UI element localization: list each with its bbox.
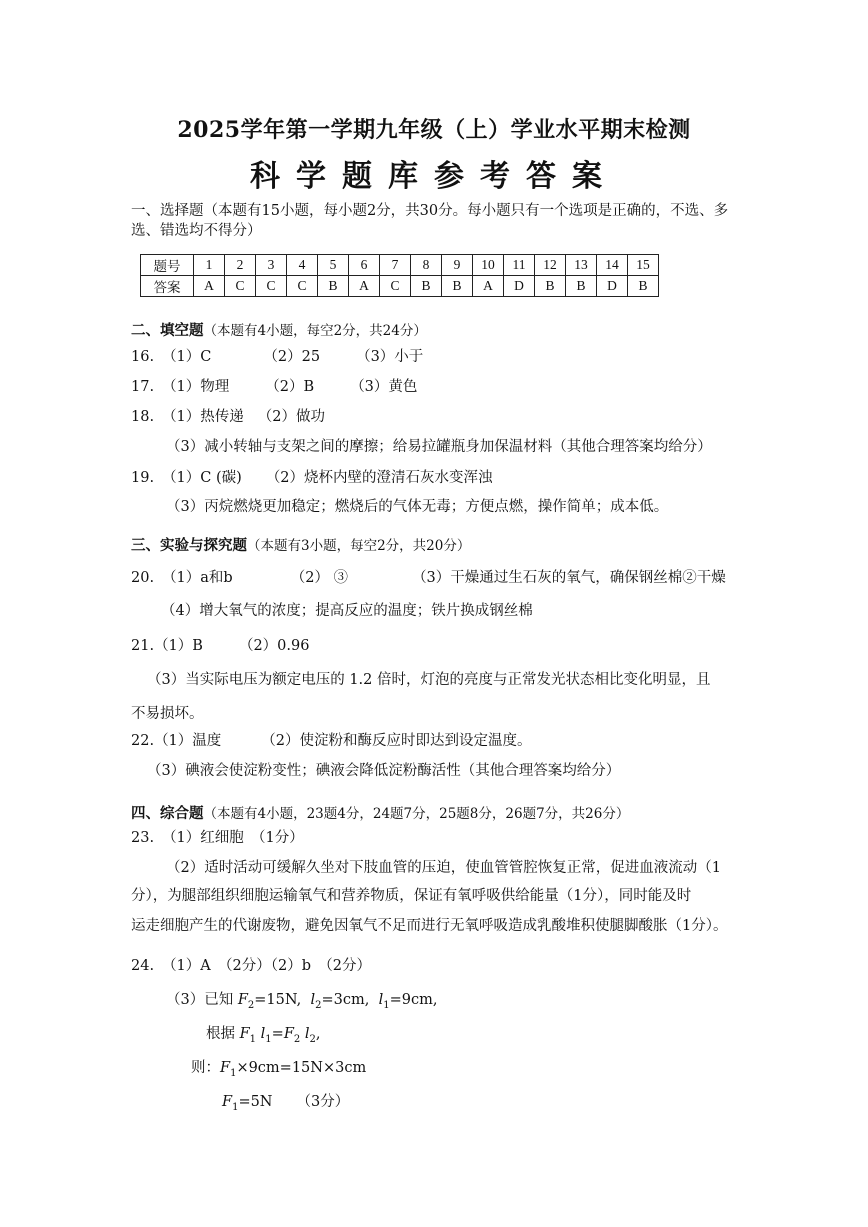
answer-cell: B — [442, 276, 473, 297]
q16-answer-3: （3）小于 — [356, 349, 424, 365]
question-number-cell: 10 — [473, 255, 504, 276]
section3-note: （本题有3小题，每空2分，共20分） — [247, 538, 471, 554]
q24-then-expr: ×9cm=15N×3cm — [236, 1060, 367, 1076]
q24-known-line: （3）已知 $F_2=15N$, $l_2=3cm$, $l_1=9cm$, — [166, 992, 438, 1011]
answer-cell: D — [597, 276, 628, 297]
q24-line — [131, 956, 371, 976]
answer-cell: D — [504, 276, 535, 297]
q20-line — [131, 568, 726, 588]
table-row-numbers — [141, 255, 659, 276]
q17-answer-1: （1）物理 — [162, 379, 230, 395]
page-subtitle: 科学题库参考答案 — [250, 159, 618, 194]
page-title: 2025学年第一学期九年级（上）学业水平期末检测 — [177, 117, 691, 143]
answer-cell: B — [535, 276, 566, 297]
question-number-cell: 11 — [504, 255, 535, 276]
q24-known-l2: =3cm, — [321, 992, 370, 1008]
q20-answer-1: （1）a和b — [162, 570, 233, 586]
section3-heading — [131, 534, 470, 555]
section2-heading — [131, 319, 427, 340]
question-number-cell: 1 — [194, 255, 225, 276]
answer-cell: A — [349, 276, 380, 297]
q23-answer-2-line2: 分），为腿部组织细胞运输氧气和营养物质，保证有氧呼吸供给能量（1分），同时能及时 — [131, 888, 692, 904]
q17-answer-2: （2）B — [265, 379, 315, 395]
q24-result-score: （3分） — [296, 1094, 350, 1110]
question-number-cell: 8 — [411, 255, 442, 276]
q22-answer-3: （3）碘液会使淀粉变性；碘液会降低淀粉酶活性（其他合理答案均给分） — [147, 763, 621, 779]
question-number-cell: 5 — [318, 255, 349, 276]
q21-answer-2: （2）0.96 — [238, 638, 310, 654]
question-number-cell: 13 — [566, 255, 597, 276]
section2-title: 二、填空题 — [131, 322, 204, 339]
q24-known-f2: =15N, — [254, 992, 302, 1008]
q20-answer-2: （2） ③ — [290, 570, 349, 586]
section3-title: 三、实验与探究题 — [131, 537, 247, 554]
q20-answer-4: （4）增大氧气的浓度；提高反应的温度；铁片换成钢丝棉 — [161, 603, 533, 619]
q20-number: 20. — [131, 570, 155, 586]
question-number-cell: 7 — [380, 255, 411, 276]
q22-answer-2: （2）使淀粉和酶反应时即达到设定温度。 — [261, 733, 532, 749]
question-number-cell: 6 — [349, 255, 380, 276]
question-number-cell: 3 — [256, 255, 287, 276]
section4-heading — [131, 802, 629, 823]
q19-line — [131, 468, 493, 488]
q18-answer-3: （3）减小转轴与支架之间的摩擦；给易拉罐瓶身加保温材料（其他合理答案均给分） — [166, 439, 712, 455]
question-number-cell: 12 — [535, 255, 566, 276]
question-number-cell: 2 — [225, 255, 256, 276]
table-row-answers — [141, 276, 659, 297]
q21-line — [131, 636, 309, 656]
q19-answer-1: （1）C (碳) — [162, 470, 242, 486]
q17-line — [131, 377, 417, 397]
q22-number: 22. — [131, 733, 155, 749]
q24-result: =5N — [238, 1094, 273, 1110]
question-number-cell: 15 — [628, 255, 659, 276]
answer-cell: B — [411, 276, 442, 297]
q17-answer-3: （3）黄色 — [350, 379, 418, 395]
answer-cell: B — [318, 276, 349, 297]
q24-then-prefix: 则： — [191, 1060, 220, 1076]
q24-known-l1: =9cm, — [389, 992, 438, 1008]
question-number-cell: 9 — [442, 255, 473, 276]
q23-answer-2-line1: （2）适时活动可缓解久坐对下肢血管的压迫，使血管管腔恢复正常，促进血液流动（1 — [166, 860, 721, 876]
q24-basis-prefix: 根据 — [206, 1026, 240, 1042]
answer-cell: C — [225, 276, 256, 297]
section1-heading-line2: 选、错选均不得分） — [131, 223, 262, 239]
q23-answer-2-line3: 运走细胞产生的代谢废物，避免因氧气不足而进行无氧呼吸造成乳酸堆积使腿脚酸胀（1分）。 — [131, 918, 728, 934]
section4-title: 四、综合题 — [131, 805, 204, 822]
section4-note: （本题有4小题，23题4分，24题7分，25题8分，26题7分，共26分） — [203, 806, 630, 822]
q16-number: 16. — [131, 349, 155, 365]
answer-cell: A — [473, 276, 504, 297]
q24-answer-1: （1）A （2分）（2）b （2分） — [162, 958, 371, 974]
answer-cell: C — [256, 276, 287, 297]
row-label-answer: 答案 — [141, 276, 194, 297]
q23-line — [131, 828, 304, 848]
q18-number: 18. — [131, 409, 155, 425]
answer-cell: B — [566, 276, 597, 297]
answer-cell: C — [287, 276, 318, 297]
answer-cell: B — [628, 276, 659, 297]
q21-number: 21. — [131, 638, 155, 654]
choice-answer-table — [140, 254, 659, 297]
q21-answer-3-line2: 不易损坏。 — [131, 706, 204, 722]
q19-number: 19. — [131, 470, 155, 486]
q18-answer-1: （1）热传递 — [162, 409, 244, 425]
q24-known-prefix: （3）已知 — [166, 992, 238, 1008]
q17-number: 17. — [131, 379, 155, 395]
q19-answer-3: （3）丙烷燃烧更加稳定；燃烧后的气体无毒；方便点燃，操作简单；成本低。 — [166, 499, 669, 515]
q24-result-line: $F_1=5N$ （3分） — [222, 1094, 350, 1113]
q16-answer-1: （1）C — [162, 349, 212, 365]
q20-answer-3: （3）干燥通过生石灰的氧气，确保钢丝棉②干燥 — [412, 570, 726, 586]
q19-answer-2: （2）烧杯内壁的澄清石灰水变浑浊 — [265, 470, 493, 486]
question-number-cell: 14 — [597, 255, 628, 276]
q24-then-line: 则：$F_1\times 9cm=15N\times 3cm$ — [191, 1060, 367, 1079]
q22-answer-1: （1）温度 — [154, 733, 222, 749]
q21-answer-1: （1）B — [154, 638, 203, 654]
q18-line — [131, 407, 325, 427]
answer-cell: A — [194, 276, 225, 297]
section1-heading-line1: 一、选择题（本题有15小题，每小题2分，共30分。每小题只有一个选项是正确的，不选、多 — [131, 203, 729, 219]
q24-basis-line: 根据 $F_1$ $l_1=F_2$ $l_2$, — [206, 1026, 321, 1045]
q23-number: 23. — [131, 830, 155, 846]
q24-number: 24. — [131, 958, 155, 974]
q16-line — [131, 347, 423, 367]
q21-answer-3-line1: （3）当实际电压为额定电压的 1.2 倍时，灯泡的亮度与正常发光状态相比变化明显，且 — [147, 672, 711, 688]
answer-cell: C — [380, 276, 411, 297]
q23-answer-1: （1）红细胞 （1分） — [162, 830, 304, 846]
q18-answer-2: （2）做功 — [257, 409, 326, 425]
q16-answer-2: （2）25 — [263, 349, 321, 365]
q22-line — [131, 731, 532, 751]
section2-note: （本题有4小题，每空2分，共24分） — [203, 323, 427, 339]
row-label-number: 题号 — [141, 255, 194, 276]
question-number-cell: 4 — [287, 255, 318, 276]
